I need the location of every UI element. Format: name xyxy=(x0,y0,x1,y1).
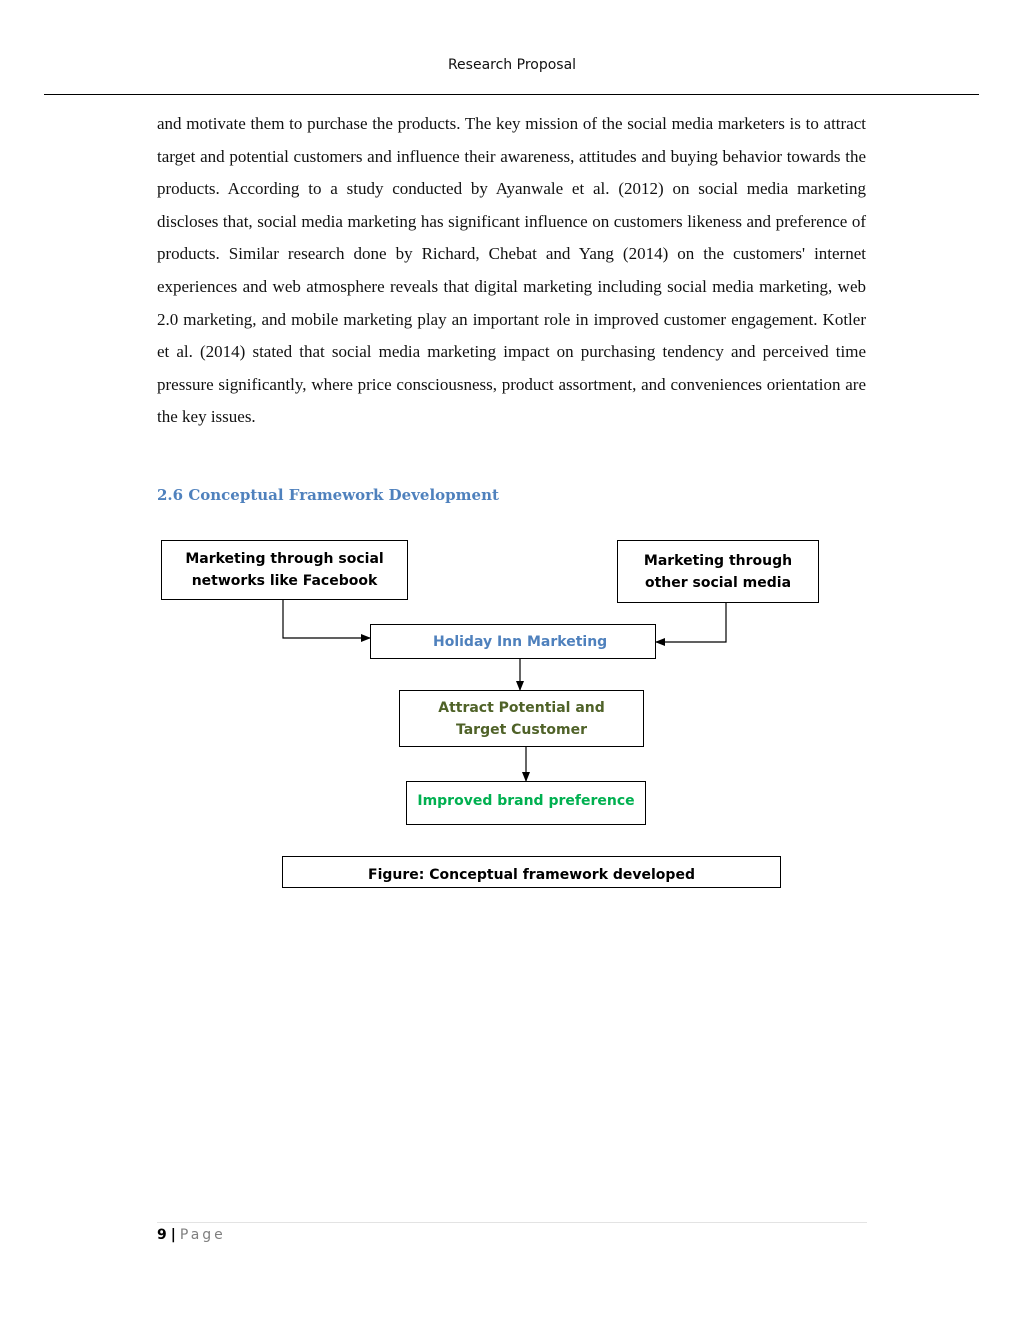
page-label: Page xyxy=(179,1227,226,1243)
facebook-marketing-box xyxy=(161,540,408,600)
connector-facebook-to-holiday-inn xyxy=(283,600,370,638)
footer-separator: | xyxy=(170,1227,176,1243)
brand-preference-box xyxy=(406,781,646,825)
page-header: Research Proposal xyxy=(447,57,577,73)
header-divider xyxy=(44,94,979,95)
page-number: 9 xyxy=(157,1227,167,1243)
holiday-inn-marketing-box xyxy=(370,624,656,659)
holiday-inn-marketing-label: Holiday Inn Marketing xyxy=(433,633,608,650)
figure-caption: Figure: Conceptual framework developed xyxy=(368,867,695,883)
facebook-marketing-label: Marketing through social networks like Facebook xyxy=(185,551,384,589)
section-heading: 2.6 Conceptual Framework Development xyxy=(157,486,499,504)
brand-preference-label: Improved brand preference xyxy=(417,793,635,809)
other-social-media-box xyxy=(617,540,819,603)
page-footer xyxy=(157,1227,226,1243)
attract-customer-label: Attract Potential and Target Customer xyxy=(438,699,605,738)
figure-caption-box xyxy=(282,856,781,888)
other-social-media-label: Marketing through other social media xyxy=(643,552,793,591)
connector-other-media-to-holiday-inn xyxy=(656,603,726,642)
footer-divider xyxy=(157,1222,867,1223)
body-paragraph: and motivate them to purchase the products. The key mission of the social media marketers is to attract target and potential customers and influence their awareness, attitudes and buying behavior towards the products. According to a study conducted by Ayanwale et al. (2012) on social media marketing discloses that, social media marketing has significant influence on customers likeness and preference of products. Similar research done by Richard, Chebat and Yang (2014) on the customers' internet experiences and web atmosphere reveals that digital marketing including social media marketing, web 2.0 marketing, and mobile marketing play an important role in improved customer engagement. Kotler et al. (2014) stated that social media marketing impact on purchasing tendency and perceived time pressure significantly, where price consciousness, product assortment, and conveniences orientation are the key issues. xyxy=(157,114,866,427)
attract-customer-box xyxy=(399,690,644,747)
